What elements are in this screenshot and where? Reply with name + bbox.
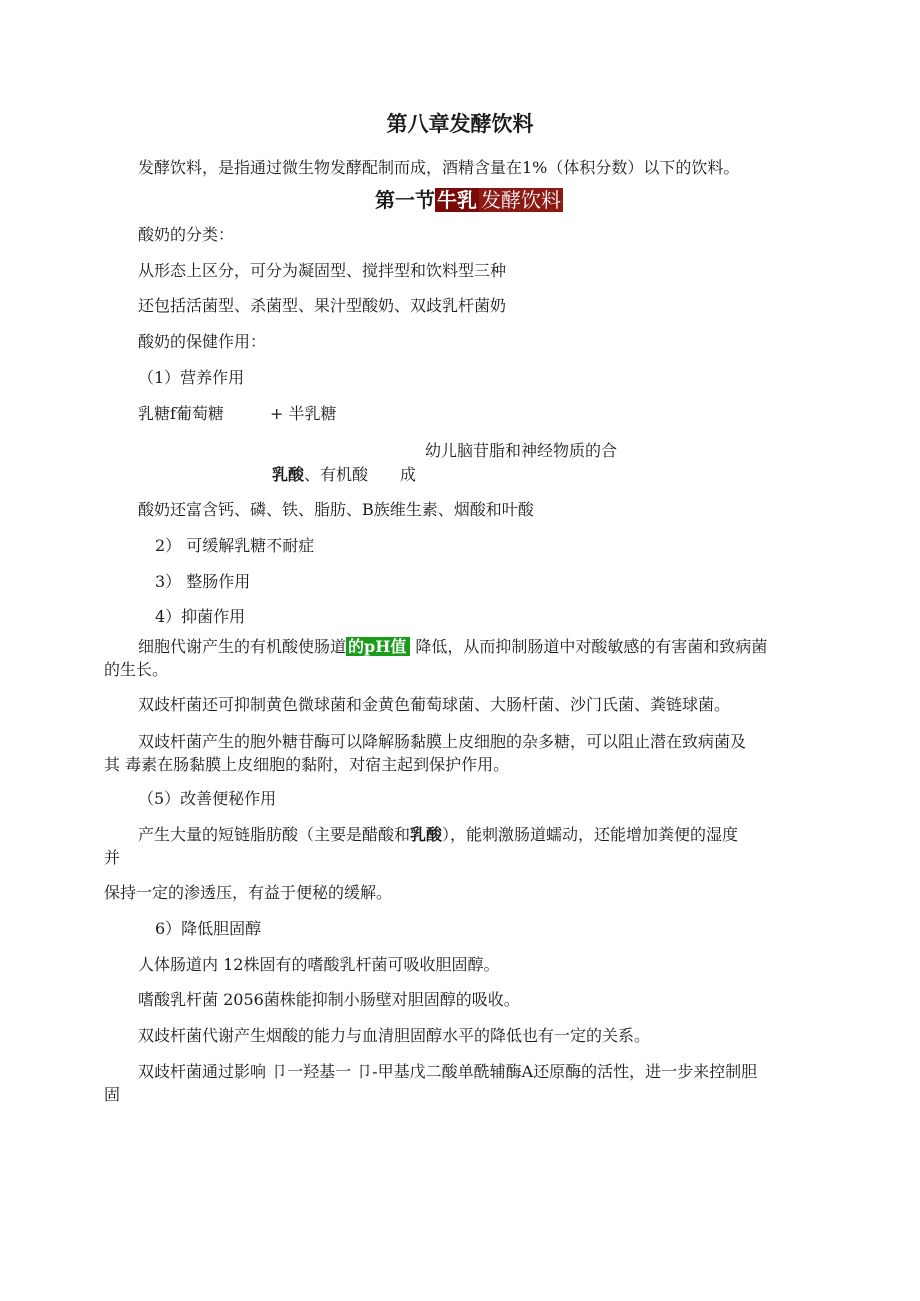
lactic-acid-bold: 乳酸: [272, 465, 305, 484]
constipation-line-3: 保持一定的渗透压，有益于便秘的缓解。: [104, 883, 393, 902]
bifido-line-2a: 双歧杆菌产生的胞外糖苷酶可以降解肠黏膜上皮细胞的杂多糖，可以阻止潜在致病菌及: [138, 732, 747, 751]
lactic-acid-line: [272, 465, 368, 485]
cholesterol-line-4b: 固: [104, 1085, 121, 1104]
bifido-line-2b: 其 毒素在肠黏膜上皮细胞的黏附，对宿主起到保护作用。: [104, 755, 510, 774]
chapter-title: 第八章发酵饮料: [386, 111, 534, 136]
classification-line-1: 从形态上区分，可分为凝固型、搅拌型和饮料型三种: [138, 261, 507, 280]
synthesis-line-1: 幼儿脑苷脂和神经物质的合: [425, 441, 618, 460]
ph-value-highlight: 的pH值: [346, 637, 410, 656]
health-item-6: 6）降低胆固醇: [155, 919, 262, 938]
constipation-bold: 乳酸: [410, 825, 443, 844]
lactose-equation-right: + 半乳糖: [270, 404, 337, 423]
health-item-5: （5）改善便秘作用: [138, 789, 277, 808]
section-title: [375, 184, 563, 213]
section-highlight-strong: 牛乳: [437, 188, 477, 212]
antibacterial-line-2: 的生长。: [104, 660, 169, 679]
lactose-equation-left: 乳糖f葡萄糖: [138, 404, 224, 423]
cholesterol-line-3: 双歧杆菌代谢产生烟酸的能力与血清胆固醇水平的降低也有一定的关系。: [138, 1026, 651, 1045]
antibacterial-text-a: 细胞代谢产生的有机酸使肠道: [138, 637, 347, 656]
classification-line-2: 还包括活菌型、杀菌型、果汁型酸奶、双歧乳杆菌奶: [138, 296, 507, 315]
bifido-line-1: 双歧杆菌还可抑制黄色微球菌和金黄色葡萄球菌、大肠杆菌、沙门氏菌、粪链球菌。: [138, 695, 731, 714]
health-heading: 酸奶的保健作用：: [138, 332, 267, 351]
constipation-text-b: ），能刺激肠道蠕动，还能增加粪便的湿度: [442, 825, 739, 844]
health-item-4: 4）抑菌作用: [155, 607, 246, 626]
cholesterol-line-4a: 双歧杆菌通过影响 卩一羟基一 卩-甲基戊二酸单酰辅酶A还原酶的活性，进一步来控制胆: [138, 1062, 758, 1081]
constipation-line-1: [138, 825, 738, 845]
section-prefix: 第一节: [375, 188, 435, 212]
intro-paragraph: 发酵饮料，是指通过微生物发酵配制而成，酒精含量在1%（体积分数）以下的饮料。: [138, 158, 740, 177]
section-highlight-light: 发酵饮料: [481, 188, 561, 212]
constipation-text-a: 产生大量的短链脂肪酸（主要是醋酸和: [138, 825, 411, 844]
constipation-line-2: 并: [104, 848, 121, 867]
health-item-1: （1）营养作用: [138, 368, 245, 387]
antibacterial-text-b: 降低，从而抑制肠道中对酸敏感的有害菌和致病菌: [410, 637, 768, 656]
health-item-3: 3） 整肠作用: [155, 572, 251, 591]
cholesterol-line-1: 人体肠道内 12株固有的嗜酸乳杆菌可吸收胆固醇。: [138, 955, 500, 974]
lactic-acid-rest: 、有机酸: [304, 465, 369, 484]
cholesterol-line-2: 嗜酸乳杆菌 2056菌株能抑制小肠壁对胆固醇的吸收。: [138, 990, 520, 1009]
antibacterial-line-1: [138, 637, 767, 657]
classification-heading: 酸奶的分类：: [138, 225, 235, 244]
health-item-2: 2） 可缓解乳糖不耐症: [155, 536, 315, 555]
nutrients-line: 酸奶还富含钙、磷、铁、脂肪、B族维生素、烟酸和叶酸: [138, 500, 534, 519]
synthesis-line-2: 成: [400, 465, 417, 484]
